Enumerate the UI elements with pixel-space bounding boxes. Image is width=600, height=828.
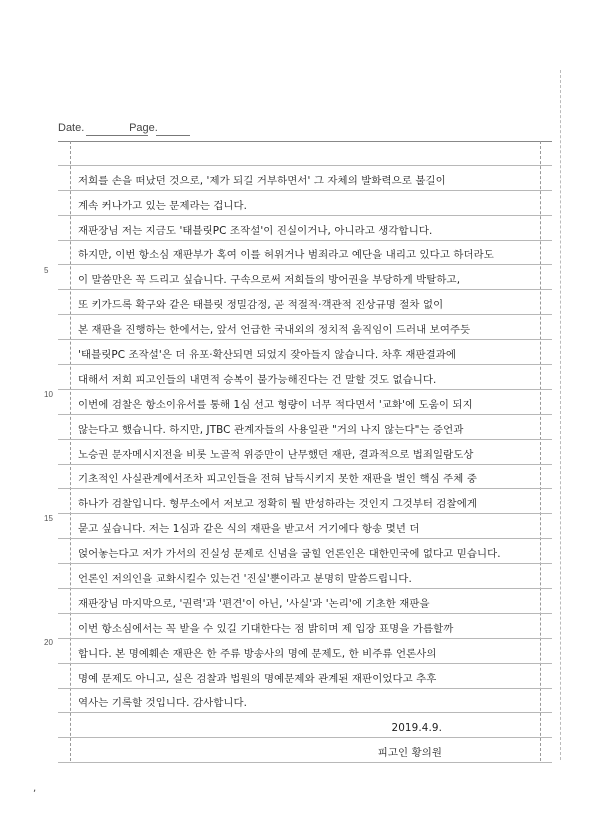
page-underline <box>156 135 190 136</box>
ruled-line <box>58 340 552 365</box>
handwritten-line: 또 키가드록 확구와 같은 태블릿 정밀감정, 곧 적절적·객관적 진상규명 절차 없이 <box>78 299 444 312</box>
line-number: 5 <box>44 266 49 275</box>
ruled-line <box>58 365 552 390</box>
line-number: 10 <box>44 390 53 399</box>
line-number: 20 <box>44 638 53 647</box>
ruled-line <box>58 265 552 290</box>
ruled-line <box>58 390 552 415</box>
handwritten-line: 기초적인 사실관계에서조차 피고인들을 전혀 납득시키지 못한 재판을 벌인 핵심 주체 중 <box>78 473 477 486</box>
handwritten-line: 언론인 저의인을 교화시킬수 있는건 '진실'뿐이라고 분명히 말씀드립니다. <box>78 573 412 586</box>
signature-date: 2019.4.9. <box>391 722 442 735</box>
ruled-line <box>58 415 552 440</box>
page-header <box>58 122 158 134</box>
ruled-line <box>58 713 552 738</box>
ruled-line <box>58 664 552 689</box>
date-label: Date. <box>58 122 85 134</box>
scan-mark: , <box>33 783 37 794</box>
date-underline <box>86 135 148 136</box>
handwritten-line: 합니다. 본 명예훼손 재판은 한 주류 방송사의 명예 문제도, 한 비주류 언론사의 <box>78 647 437 660</box>
ruled-line <box>58 465 552 490</box>
ruled-line <box>58 639 552 664</box>
ruled-line <box>58 514 552 539</box>
line-number: 15 <box>44 514 53 523</box>
handwritten-line: 묻고 싶습니다. 저는 1심과 같은 식의 재판을 받고서 거기에다 항송 몇년 더 <box>78 523 420 536</box>
text-lines <box>58 141 552 763</box>
ruled-line <box>58 689 552 714</box>
ruled-line <box>58 290 552 315</box>
ruled-line <box>58 614 552 639</box>
handwritten-line: 역사는 기록할 것입니다. 감사합니다. <box>78 697 248 710</box>
handwritten-line: 재판장님 저는 지금도 '태블릿PC 조작설'이 진실이거나, 아니라고 생각합니다. <box>78 224 433 237</box>
handwritten-line: 하지만, 이번 항소심 재판부가 혹여 이를 허위거나 범죄라고 예단을 내리고 있다고 하더라도 <box>78 249 494 262</box>
handwritten-line: 본 재판을 진행하는 한에서는, 앞서 언급한 국내외의 정치적 움직임이 드러내 보여주듯 <box>78 324 471 337</box>
handwritten-line: 재판장님 마지막으로, '권력'과 '편견'이 아닌, '사실'과 '논리'에 기초한 재판을 <box>78 597 430 610</box>
handwritten-line: 대해서 저희 피고인들의 내면적 승복이 불가능해진다는 건 말할 것도 없습니다. <box>78 373 437 386</box>
handwritten-line: 저희를 손을 떠났던 것으로, '제가 되길 거부하면서' 그 자체의 발화력으로 불길이 <box>78 174 446 187</box>
ruled-line <box>58 141 552 166</box>
ruled-line <box>58 241 552 266</box>
handwritten-line: 않는다고 했습니다. 하지만, JTBC 관계자들의 사용일관 "거의 나지 않는다"는 증언과 <box>78 423 464 436</box>
ruled-line <box>58 489 552 514</box>
ruled-line <box>58 216 552 241</box>
handwritten-line: 계속 커나가고 있는 문제라는 겁니다. <box>78 199 248 212</box>
handwritten-line: 명예 문제도 아니고, 실은 검찰과 법원의 명예문제와 관계된 재판이었다고 추후 <box>78 672 437 685</box>
handwritten-line: '태블릿PC 조작설'은 더 유포·확산되면 되었지 잦아들지 않습니다. 차후 재판결과에 <box>78 349 457 362</box>
signature-name: 피고인 황의원 <box>377 747 442 760</box>
ruled-line <box>58 315 552 340</box>
ruled-line <box>58 738 552 763</box>
handwritten-line: 이번에 검찰은 항소이유서를 통해 1심 선고 형량이 너무 적다면서 '교화'에 도움이 되지 <box>78 398 473 411</box>
handwritten-line: 하나가 검찰입니다. 형무소에서 저보고 정확히 뭘 반성하라는 것인지 그것부터 검찰에게 <box>78 498 477 511</box>
ruled-line <box>58 564 552 589</box>
handwritten-line: 노승권 문자메시지전을 비롯 노골적 위증만이 난무했던 재판, 결과적으로 법죄일람도상 <box>78 448 474 461</box>
ruled-line <box>58 191 552 216</box>
ruled-line <box>58 589 552 614</box>
handwritten-line: 얹어놓는다고 저가 가서의 진실성 문제로 신념을 굽힐 언론인은 대한민국에 없다고 믿습니다. <box>78 548 501 561</box>
ruled-line <box>58 539 552 564</box>
handwritten-line: 이번 항소심에서는 꼭 받을 수 있길 기대한다는 점 밝히며 제 입장 표명을 가름할까 <box>78 622 454 635</box>
page-label: Page. <box>129 122 158 134</box>
handwritten-line: 이 말씀만은 꼭 드리고 싶습니다. 구속으로써 저희들의 방어권을 부당하게 박탈하고, <box>78 274 461 287</box>
ruled-line <box>58 440 552 465</box>
ruled-line <box>58 166 552 191</box>
right-margin-dashes <box>560 70 561 760</box>
